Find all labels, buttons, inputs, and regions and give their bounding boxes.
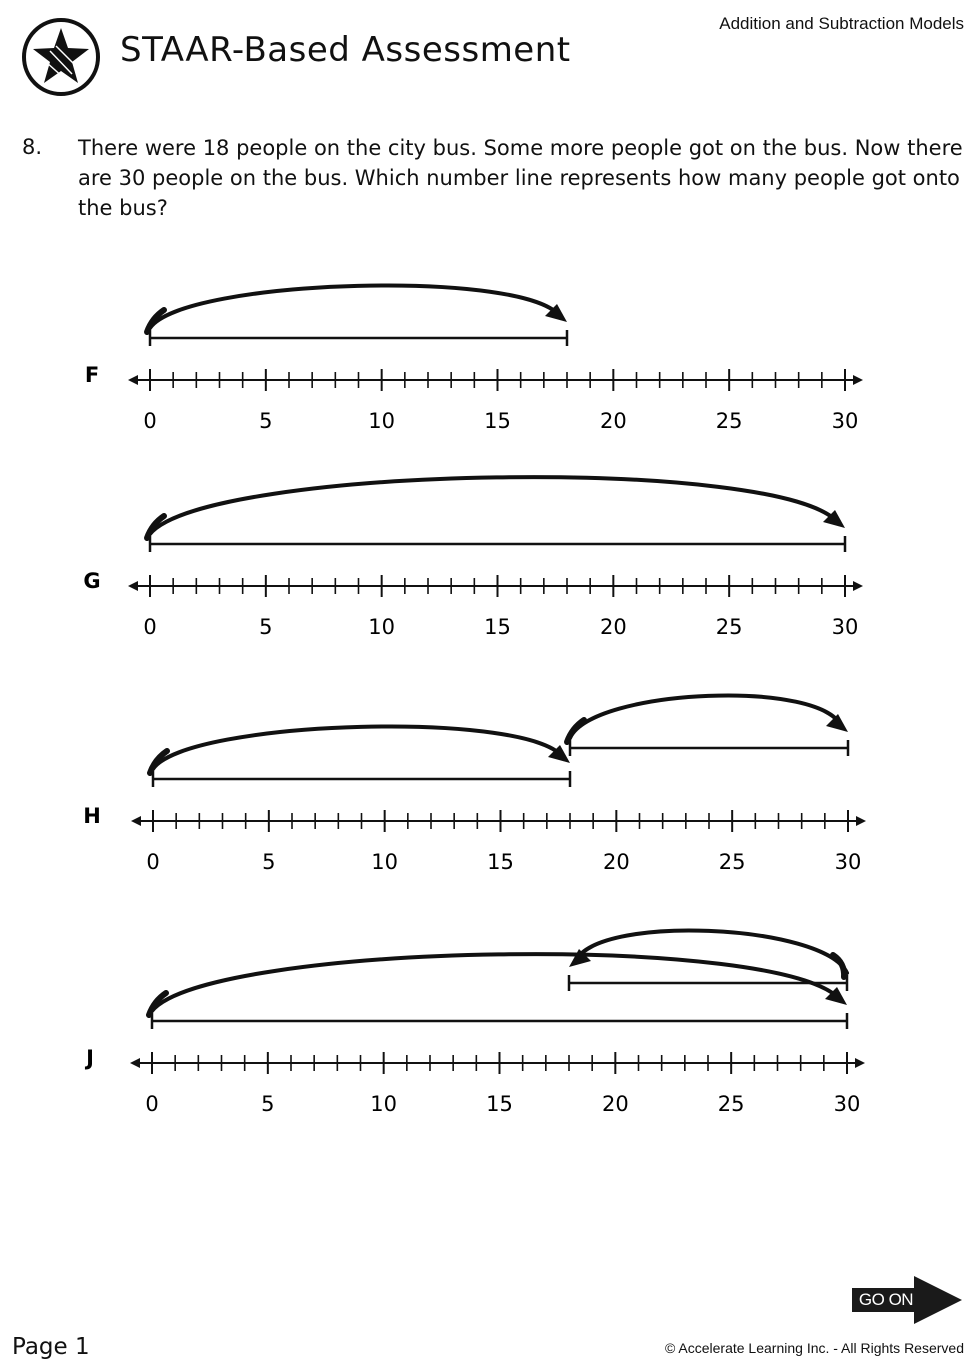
axis-arrow-left bbox=[128, 581, 138, 591]
jump-arc bbox=[575, 930, 847, 973]
tick-label: 0 bbox=[143, 615, 157, 639]
tick-label: 15 bbox=[484, 409, 511, 433]
tick-label: 5 bbox=[262, 850, 276, 874]
tick-label: 30 bbox=[834, 850, 862, 874]
jump-arc-start bbox=[567, 720, 584, 742]
axis-arrow-right bbox=[856, 816, 866, 826]
tick-label: 5 bbox=[259, 409, 273, 433]
tick-label: 20 bbox=[602, 850, 630, 874]
choice-f[interactable] bbox=[85, 285, 863, 433]
tick-label: 30 bbox=[831, 409, 859, 433]
go-on-label[interactable]: GO ON bbox=[855, 1288, 917, 1312]
choice-letter: J bbox=[86, 1046, 94, 1070]
tick-label: 5 bbox=[261, 1092, 275, 1116]
tick-label: 15 bbox=[487, 850, 514, 874]
tick-label: 25 bbox=[718, 850, 746, 874]
tick-label: 10 bbox=[368, 409, 396, 433]
jump-arrowhead bbox=[569, 949, 591, 967]
tick-label: 25 bbox=[715, 409, 743, 433]
jump-arc-start bbox=[147, 310, 164, 332]
tick-label: 25 bbox=[715, 615, 743, 639]
jump-arc bbox=[150, 477, 839, 534]
tick-label: 20 bbox=[601, 1092, 629, 1116]
tick-label: 25 bbox=[717, 1092, 745, 1116]
tick-label: 0 bbox=[143, 409, 157, 433]
choice-letter: H bbox=[83, 804, 101, 828]
tick-label: 10 bbox=[370, 1092, 398, 1116]
tick-label: 20 bbox=[599, 615, 627, 639]
axis-arrow-right bbox=[855, 1058, 865, 1068]
page-number: Page 1 bbox=[12, 1334, 90, 1360]
choice-g[interactable] bbox=[83, 477, 863, 639]
choice-letter: G bbox=[83, 569, 101, 593]
jump-arrowhead bbox=[826, 714, 848, 732]
axis-arrow-left bbox=[128, 375, 138, 385]
choice-letter: F bbox=[84, 363, 100, 387]
axis-arrow-left bbox=[131, 816, 141, 826]
tick-label: 10 bbox=[368, 615, 396, 639]
tick-label: 0 bbox=[145, 1092, 159, 1116]
jump-arc bbox=[153, 726, 564, 769]
jump-arc bbox=[150, 285, 561, 328]
topic-heading: Addition and Subtraction Models bbox=[719, 14, 964, 33]
copyright-notice: © Accelerate Learning Inc. - All Rights Reserved bbox=[664, 1340, 964, 1356]
jump-arc-start bbox=[150, 751, 167, 773]
tick-label: 0 bbox=[146, 850, 160, 874]
tick-label: 20 bbox=[599, 409, 627, 433]
question-text: There were 18 people on the city bus. Some more people got on the bus. Now there are 30 people on the bus. Which number line represents how many people got onto the bus? bbox=[78, 136, 963, 220]
tick-label: 15 bbox=[486, 1092, 513, 1116]
jump-arc bbox=[570, 695, 842, 738]
tick-label: 10 bbox=[371, 850, 399, 874]
tick-label: 15 bbox=[484, 615, 511, 639]
page-title: STAAR-Based Assessment bbox=[120, 30, 571, 70]
jump-arc-start bbox=[833, 955, 844, 977]
tick-label: 30 bbox=[833, 1092, 861, 1116]
axis-arrow-left bbox=[130, 1058, 140, 1068]
choice-j[interactable] bbox=[84, 930, 865, 1116]
axis-arrow-right bbox=[853, 375, 863, 385]
axis-arrow-right bbox=[853, 581, 863, 591]
jump-arc-start bbox=[147, 516, 164, 538]
question-number: 8. bbox=[22, 135, 43, 159]
tick-label: 30 bbox=[831, 615, 859, 639]
tick-label: 5 bbox=[259, 615, 273, 639]
jump-arc-start bbox=[149, 993, 166, 1015]
choice-h[interactable] bbox=[83, 695, 866, 874]
